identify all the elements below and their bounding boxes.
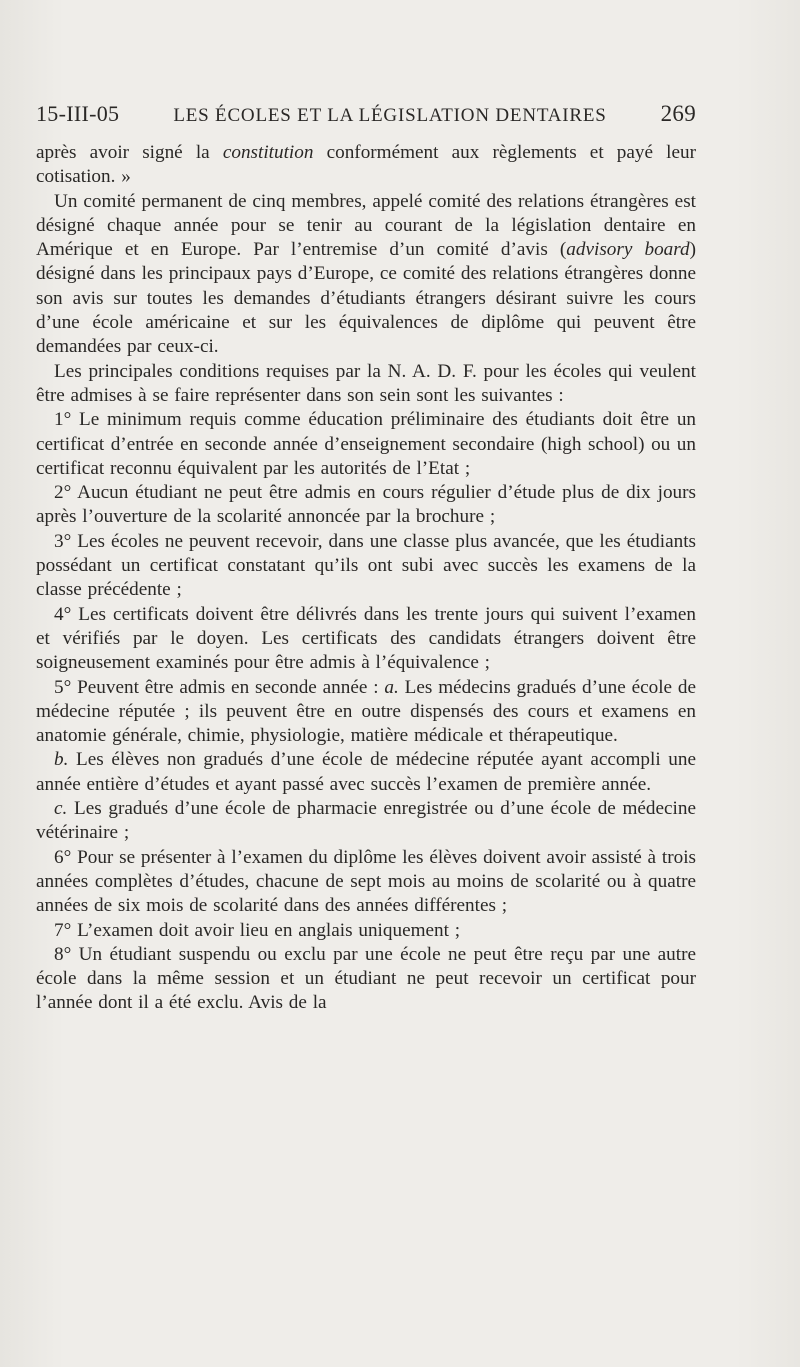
list-item: 8° Un étudiant suspendu ou exclu par une école ne peut être reçu par une autre école dans la même session et un étudiant ne peut recevoir un certificat pour l’année dont il a été exclu. Avis de la (36, 943, 696, 1014)
page-number: 269 (660, 101, 696, 126)
list-item: 5° Peuvent être admis en seconde année : a. Les médecins gradués d’une école de médecine réputée ; ils peuvent être en outre dispensés des cours et examens en anatomie générale, chimie, physiologie, matière médicale et thérapeutique. (36, 676, 696, 747)
paragraph: après avoir signé la constitution conformément aux règlements et payé leur cotisation. » (36, 142, 696, 188)
paragraph: Les principales conditions requises par la N. A. D. F. pour les écoles qui veulent être admises à se faire représenter dans son sein sont les suivantes : (36, 360, 696, 406)
list-item: 3° Les écoles ne peuvent recevoir, dans une classe plus avancée, que les étudiants possédant un certificat constatant qu’ils ont subi avec succès les examens de la classe précédente ; (36, 530, 696, 601)
list-item: 4° Les certificats doivent être délivrés dans les trente jours qui suivent l’examen et vérifiés par le doyen. Les certificats des candidats étrangers doivent être soigneusement examinés pour être admis à l’équivalence ; (36, 603, 696, 674)
header-title: LES ÉCOLES ET LA LÉGISLATION DENTAIRES (173, 105, 607, 126)
running-header (36, 101, 696, 127)
header-date: 15-III-05 (36, 101, 120, 126)
body-text (36, 141, 696, 1016)
list-item: 2° Aucun étudiant ne peut être admis en cours régulier d’étude plus de dix jours après l’ouverture de la scolarité annoncée par la brochure ; (36, 482, 696, 528)
list-item: 1° Le minimum requis comme éducation préliminaire des étudiants doit être un certificat d’entrée en seconde année d’enseignement secondaire (high school) ou un certificat reconnu équivalent par les autorités de l’Etat ; (36, 409, 696, 479)
list-item: 7° L’examen doit avoir lieu en anglais uniquement ; (54, 919, 461, 941)
sub-item: c. Les gradués d’une école de pharmacie enregistrée ou d’une école de médecine vétérinaire ; (36, 798, 696, 844)
paragraph: Un comité permanent de cinq membres, appelé comité des relations étrangères est désigné chaque année pour se tenir au courant de la législation dentaire en Amérique et en Europe. Par l’entremise d’un comité d’avis (advisory board) désigné dans les principaux pays d’Europe, ce comité des relations étrangères donne son avis sur toutes les demandes d’étudiants étrangers désirant suivre les cours d’une école américaine et sur les équivalences de diplôme qui peuvent être demandées par ceux-ci. (36, 190, 696, 358)
sub-item: b. Les élèves non gradués d’une école de médecine réputée ayant accompli une année entière d’études et ayant passé avec succès l’examen de première année. (36, 749, 696, 795)
list-item: 6° Pour se présenter à l’examen du diplôme les élèves doivent avoir assisté à trois années complètes d’études, chacune de sept mois au moins de scolarité ou à quatre années de six mois de scolarité dans des années différentes ; (36, 846, 696, 917)
